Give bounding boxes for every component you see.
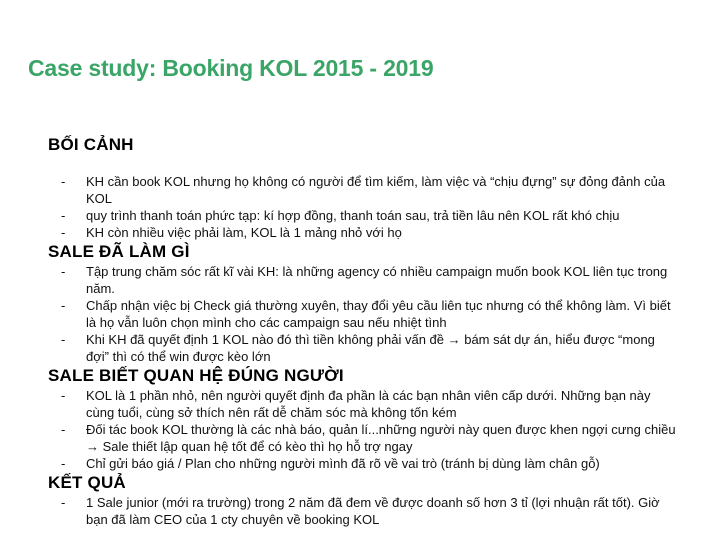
list-item	[0, 494, 676, 528]
bullet-dash: -	[61, 174, 66, 189]
bullet-dash: -	[61, 298, 66, 313]
list-item	[0, 263, 676, 297]
section-heading-what-sale-did: SALE ĐÃ LÀM GÌ	[48, 242, 190, 261]
list-item	[0, 421, 676, 455]
results-bullet-list	[0, 494, 724, 528]
bullet-dash: -	[61, 225, 66, 240]
page-title: Case study: Booking KOL 2015 - 2019	[28, 55, 434, 81]
bullet-dash: -	[61, 388, 66, 403]
context-bullet-list	[0, 173, 724, 241]
bullet-text: quy trình thanh toán phức tạp: kí hợp đồng, thanh toán sau, trả tiền lâu nên KOL rất khó chịu	[86, 208, 620, 223]
section-heading-context: BỐI CẢNH	[48, 135, 134, 154]
bullet-text: KOL là 1 phần nhỏ, nên người quyết định đa phần là các bạn nhân viên cấp dưới. Những bạn này cùng tuổi, cùng sở thích nên rất dễ chăm sóc mà không tốn kém	[86, 388, 651, 420]
list-item	[0, 207, 676, 224]
bullet-dash: -	[61, 495, 66, 510]
bullet-dash: -	[61, 332, 66, 347]
bullet-dash: -	[61, 208, 66, 223]
bullet-text: 1 Sale junior (mới ra trường) trong 2 năm đã đem về được doanh số hơn 3 tỉ (lợi nhuận rất tốt). Giờ bạn đã làm CEO của 1 cty chuyên về booking KOL	[86, 495, 660, 527]
section-heading-right-relationships: SALE BIẾT QUAN HỆ ĐÚNG NGƯỜI	[48, 366, 344, 385]
bullet-text: Đối tác book KOL thường là các nhà báo, quản lí...những người này quen được khen ngợi cưng chiều → Sale thiết lập quan hệ tốt để có kèo thì họ hỗ trợ ngay	[86, 422, 676, 454]
bullet-dash: -	[61, 456, 66, 471]
list-item	[0, 224, 676, 241]
bullet-text: Khi KH đã quyết định 1 KOL nào đó thì tiền không phải vấn đề → bám sát dự án, hiểu được “mong đợi” thì có thể win được kèo lớn	[86, 332, 655, 364]
what-sale-did-bullet-list	[0, 263, 724, 365]
bullet-dash: -	[61, 264, 66, 279]
section-heading-results: KẾT QUẢ	[48, 473, 126, 492]
bullet-text: Chỉ gửi báo giá / Plan cho những người mình đã rõ về vai trò (tránh bị dùng làm chân gỗ)	[86, 456, 600, 471]
list-item	[0, 173, 676, 207]
list-item	[0, 331, 676, 365]
list-item	[0, 387, 676, 421]
bullet-text: KH cần book KOL nhưng họ không có người để tìm kiếm, làm việc và “chịu đựng” sự đỏng đảnh của KOL	[86, 174, 666, 206]
bullet-text: Tập trung chăm sóc rất kĩ vài KH: là những agency có nhiều campaign muốn book KOL liên tục trong năm.	[86, 264, 668, 296]
list-item	[0, 455, 676, 472]
list-item	[0, 297, 676, 331]
bullet-text: KH còn nhiều việc phải làm, KOL là 1 mảng nhỏ với họ	[86, 225, 402, 240]
right-relationships-bullet-list	[0, 387, 724, 472]
bullet-dash: -	[61, 422, 66, 437]
bullet-text: Chấp nhận việc bị Check giá thường xuyên, thay đổi yêu cầu liên tục nhưng có thể không làm. Vì biết là họ vẫn luôn chọn mình cho các campaign sau nếu nhiệt tình	[86, 298, 671, 330]
